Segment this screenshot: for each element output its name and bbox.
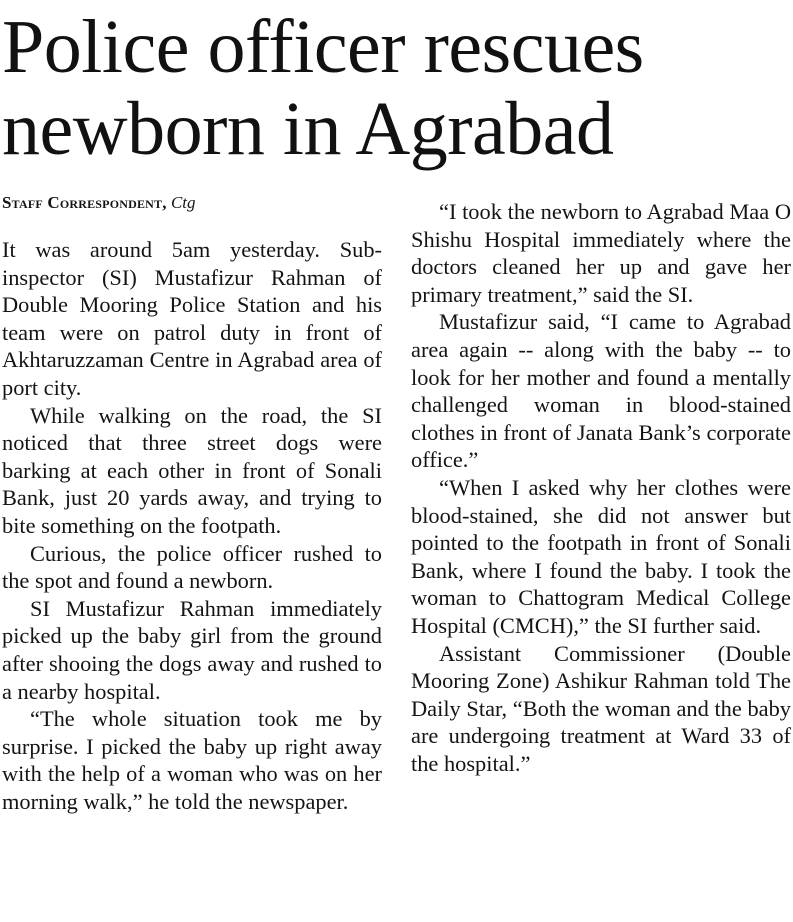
paragraph: Curious, the police officer rushed to the spot and found a newborn. (2, 540, 382, 594)
paragraph: “When I asked why her clothes were blood-stained, she did not answer but pointed to the footpath in front of Sonali Bank, where I found the baby. I took the woman to Chattogram Medical College Hospital (CMCH),” the SI further said. (411, 474, 791, 638)
paragraph: “I took the newborn to Agrabad Maa O Shishu Hospital immediately where the doctors cleaned her up and gave her primary treatment,” said the SI. (411, 199, 791, 307)
paragraph: Mustafizur said, “I came to Agrabad area again -- along with the baby -- to look for her mother and found a mentally challenged woman in blood-stained clothes in front of Janata Bank’s corporate office.” (411, 309, 791, 473)
paragraph: It was around 5am yesterday. Sub-inspector (SI) Mustafizur Rahman of Double Mooring Police Station and his team were on patrol duty in front of Akhtaruzzaman Centre in Agrabad area of port city. (2, 237, 382, 400)
paragraph: “The whole situation took me by surprise. I picked the baby up right away with the help of a woman who was on her morning walk,” he told the newspaper. (2, 706, 382, 814)
paragraph: While walking on the road, the SI noticed that three street dogs were barking at each other in front of Sonali Bank, just 20 yards away, and trying to bite something on the footpath. (2, 402, 382, 538)
byline-name: Staff Correspondent, (2, 193, 167, 212)
paragraph: SI Mustafizur Rahman immediately picked up the baby girl from the ground after shooing the dogs away and rushed to a nearby hospital. (2, 595, 382, 704)
article-column-right (411, 198, 791, 777)
byline-location: Ctg (170, 193, 196, 212)
headline-line-1: Police officer rescues (2, 5, 644, 89)
article-column-left (2, 236, 382, 815)
byline (2, 192, 196, 214)
headline (2, 6, 792, 170)
headline-line-2: newborn in Agrabad (2, 87, 614, 171)
paragraph: Assistant Commissioner (Double Mooring Zone) Ashikur Rahman told The Daily Star, “Both the woman and the baby are undergoing treatment at Ward 33 of the hospital.” (411, 640, 791, 776)
